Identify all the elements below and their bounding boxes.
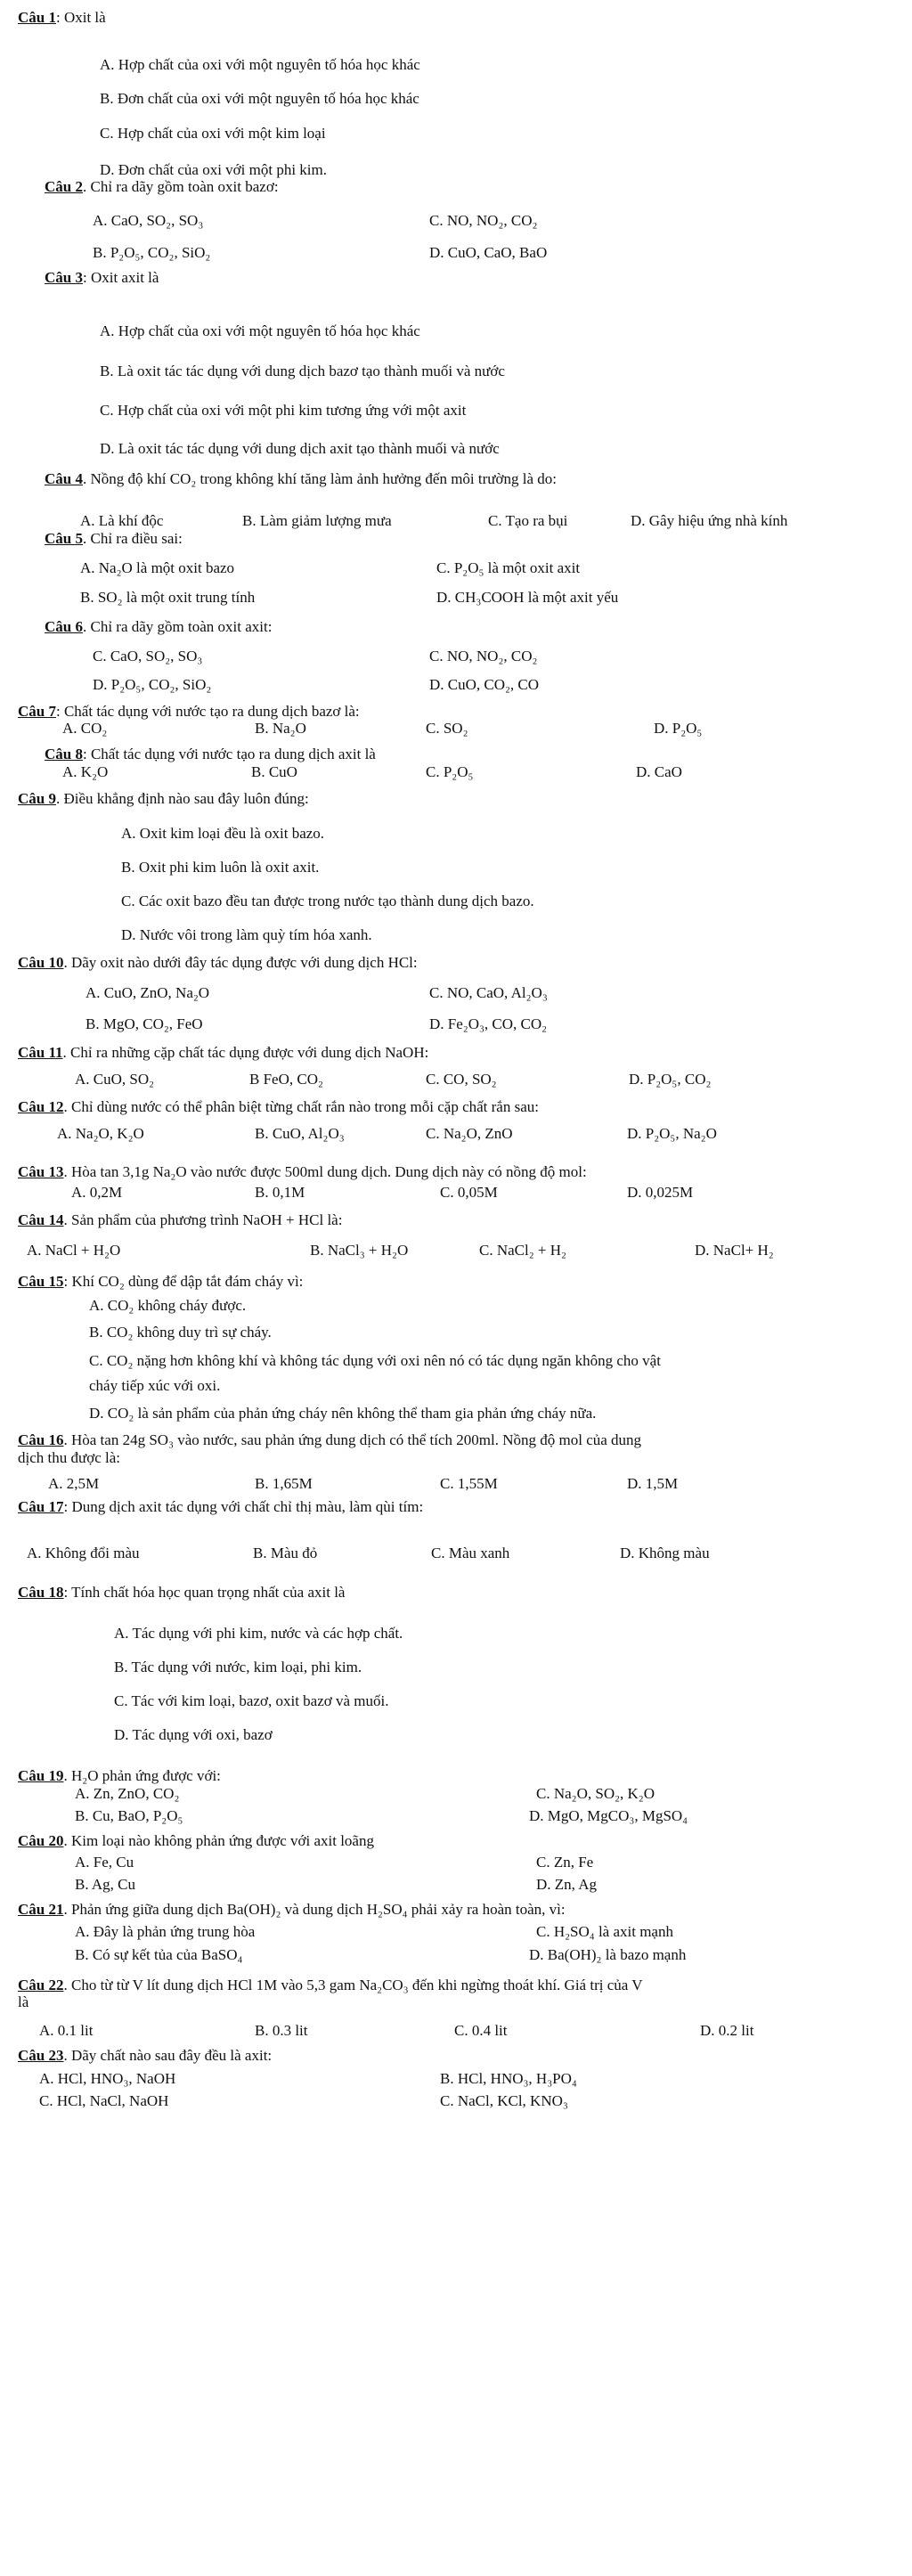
q13-option-d: D. 0,025M [627,1184,694,1201]
q20-option-a: A. Fe, Cu [75,1854,134,1871]
q22-option-a: A. 0.1 lit [39,2022,94,2039]
q5-option-b: B. SO₂ là một oxit trung tính [80,589,256,606]
q5-option-d: D. CH₃COOH là một axit yếu [436,589,619,606]
q7-option-d: D. P₂O₅ [654,720,703,737]
q13-option-b: B. 0,1M [255,1184,305,1201]
question-9: Câu 9. Điều khẳng định nào sau đây luôn đúng: [18,790,309,807]
q8-option-a: A. K₂O [62,763,109,780]
q3-option-b: B. Là oxit tác tác dụng với dung dịch bazơ tạo thành muối và nước [100,363,505,379]
q16-option-d: D. 1,5M [627,1475,679,1492]
q10-option-a: A. CuO, ZnO, Na₂O [86,984,210,1001]
q18-option-b: B. Tác dụng với nước, kim loại, phi kim. [114,1659,362,1675]
q17-option-b: B. Màu đỏ [253,1545,318,1561]
q3-option-a: A. Hợp chất của oxi với một nguyên tố hóa học khác [100,322,420,339]
q6-option-2: C. NO, NO₂, CO₂ [429,648,538,664]
question-5: Câu 5. Chỉ ra điều sai: [45,530,183,547]
q20-option-d: D. Zn, Ag [536,1876,597,1893]
q15-option-c: C. CO₂ nặng hơn không khí và không tác dụng với oxi nên nó có tác dụng ngăn không cho vật [89,1352,661,1369]
question-8: Câu 8: Chất tác dụng với nước tạo ra dung dịch axit là [45,746,376,762]
q4-option-a: A. Là khí độc [80,512,164,529]
q4-option-c: C. Tạo ra bụi [488,512,568,529]
question-6: Câu 6. Chỉ ra dãy gồm toàn oxit axit: [45,618,273,635]
q16-option-a: A. 2,5M [48,1475,100,1492]
q9-option-d: D. Nước vôi trong làm quỳ tím hóa xanh. [121,926,372,943]
question-18: Câu 18: Tính chất hóa học quan trọng nhất của axit là [18,1584,346,1601]
question-15: Câu 15: Khí CO₂ dùng để dập tắt đám cháy vì: [18,1273,304,1290]
question-16-cont: dịch thu được là: [18,1449,120,1466]
question-7: Câu 7: Chất tác dụng với nước tạo ra dung dịch bazơ là: [18,703,360,720]
q18-option-a: A. Tác dụng với phi kim, nước và các hợp chất. [114,1625,403,1642]
q11-option-a: A. CuO, SO₂ [75,1071,155,1088]
question-16: Câu 16. Hòa tan 24g SO₃ vào nước, sau phản ứng dung dịch có thể tích 200ml. Nồng độ mol của dung [18,1431,642,1448]
q22-option-b: B. 0.3 lit [255,2022,308,2039]
q16-option-c: C. 1,55M [440,1475,498,1492]
q11-option-c: C. CO, SO₂ [426,1071,497,1088]
q12-option-c: C. Na₂O, ZnO [426,1125,513,1142]
q20-option-b: B. Ag, Cu [75,1876,136,1893]
q16-option-b: B. 1,65M [255,1475,313,1492]
q13-option-c: C. 0,05M [440,1184,498,1201]
q11-option-d: D. P₂O₅, CO₂ [629,1071,712,1088]
question-11: Câu 11. Chỉ ra những cặp chất tác dụng được với dung dịch NaOH: [18,1044,429,1061]
q17-option-a: A. Không đổi màu [27,1545,140,1561]
q17-option-d: D. Không màu [620,1545,710,1561]
question-17: Câu 17: Dung dịch axit tác dụng với chất chỉ thị màu, làm qùi tím: [18,1498,424,1515]
q15-option-c-cont: cháy tiếp xúc với oxi. [89,1377,221,1394]
q23-option-b: B. HCl, HNO₃, H₃PO₄ [440,2070,577,2087]
q1-option-d: D. Đơn chất của oxi với một phi kim. [100,161,327,178]
q8-option-c: C. P₂O₅ [426,763,474,780]
q19-option-a: A. Zn, ZnO, CO₂ [75,1785,180,1802]
q2-option-b: B. P₂O₅, CO₂, SiO₂ [93,244,211,261]
q12-option-b: B. CuO, Al₂O₃ [255,1125,345,1142]
q1-option-c: C. Hợp chất của oxi với một kim loại [100,125,326,142]
q11-option-b: B FeO, CO₂ [249,1071,323,1088]
q22-option-d: D. 0.2 lit [700,2022,754,2039]
q3-option-c: C. Hợp chất của oxi với một phi kim tương ứng với một axit [100,402,467,419]
q7-option-c: C. SO₂ [426,720,468,737]
q12-option-d: D. P₂O₅, Na₂O [627,1125,717,1142]
q1-option-a: A. Hợp chất của oxi với một nguyên tố hóa học khác [100,56,420,73]
q6-option-1: C. CaO, SO₂, SO₃ [93,648,203,664]
q5-option-c: C. P₂O₅ là một oxit axit [436,559,581,576]
q22-option-c: C. 0.4 lit [454,2022,508,2039]
question-10: Câu 10. Dãy oxit nào dưới đây tác dụng được với dung dịch HCl: [18,954,418,971]
q3-option-d: D. Là oxit tác tác dụng với dung dịch axit tạo thành muối và nước [100,440,500,457]
question-4: Câu 4. Nồng độ khí CO₂ trong không khí tăng làm ảnh hưởng đến môi trường là do: [45,470,557,487]
q21-option-c: C. H₂SO₄ là axit mạnh [536,1923,673,1940]
q10-option-d: D. Fe₂O₃, CO, CO₂ [429,1015,548,1032]
question-2: Câu 2. Chỉ ra dãy gồm toàn oxit bazơ: [45,178,279,195]
q7-option-b: B. Na₂O [255,720,306,737]
q4-option-b: B. Làm giảm lượng mưa [242,512,392,529]
question-22-cont: là [18,1993,29,2010]
q9-option-b: B. Oxit phi kim luôn là oxit axit. [121,859,320,876]
q15-option-d: D. CO₂ là sản phẩm của phản ứng cháy nên không thể tham gia phản ứng cháy nữa. [89,1405,597,1422]
q6-option-4: D. CuO, CO₂, CO [429,676,540,693]
q10-option-c: C. NO, CaO, Al₂O₃ [429,984,548,1001]
q12-option-a: A. Na₂O, K₂O [57,1125,144,1142]
q1-option-b: B. Đơn chất của oxi với một nguyên tố hóa học khác [100,90,419,107]
question-1: Câu 1: Oxit là [18,9,106,26]
q14-option-a: A. NaCl + H₂O [27,1242,121,1259]
q8-option-b: B. CuO [251,763,297,780]
q19-option-c: C. Na₂O, SO₂, K₂O [536,1785,656,1802]
question-20: Câu 20. Kim loại nào không phản ứng được với axit loãng [18,1832,374,1849]
question-22: Câu 22. Cho từ từ V lít dung dịch HCl 1M vào 5,3 gam Na₂CO₃ đến khi ngừng thoát khí. Giá trị của V [18,1977,643,1993]
q6-option-3: D. P₂O₅, CO₂, SiO₂ [93,676,212,693]
q20-option-c: C. Zn, Fe [536,1854,594,1871]
q21-option-a: A. Đây là phản ứng trung hòa [75,1923,256,1940]
q23-option-d: C. NaCl, KCl, KNO₃ [440,2092,568,2109]
q14-option-d: D. NaCl+ H₂ [695,1242,774,1259]
q2-option-c: C. NO, NO₂, CO₂ [429,212,538,229]
q19-option-b: B. Cu, BaO, P₂O₅ [75,1807,183,1824]
question-13: Câu 13. Hòa tan 3,1g Na₂O vào nước được 500ml dung dịch. Dung dịch này có nồng độ mol: [18,1163,587,1180]
q18-option-c: C. Tác với kim loại, bazơ, oxit bazơ và muối. [114,1692,389,1709]
q5-option-a: A. Na₂O là một oxit bazo [80,559,235,576]
q15-option-a: A. CO₂ không cháy được. [89,1297,247,1314]
q9-option-c: C. Các oxit bazo đều tan được trong nước tạo thành dung dịch bazo. [121,893,534,909]
q15-option-b: B. CO₂ không duy trì sự cháy. [89,1324,272,1341]
question-21: Câu 21. Phản ứng giữa dung dịch Ba(OH)₂ và dung dịch H₂SO₄ phải xảy ra hoàn toàn, vì: [18,1901,566,1918]
q2-option-d: D. CuO, CaO, BaO [429,244,548,261]
q14-option-b: B. NaCl₃ + H₂O [310,1242,409,1259]
q14-option-c: C. NaCl₂ + H₂ [479,1242,566,1259]
q21-option-b: B. Có sự kết tủa của BaSO₄ [75,1946,243,1963]
q9-option-a: A. Oxit kim loại đều là oxit bazo. [121,825,325,842]
question-19: Câu 19. H₂O phản ứng được với: [18,1767,221,1784]
question-3: Câu 3: Oxit axit là [45,269,159,286]
q8-option-d: D. CaO [636,763,682,780]
q21-option-d: D. Ba(OH)₂ là bazo mạnh [529,1946,687,1963]
q23-option-c: C. HCl, NaCl, NaOH [39,2092,169,2109]
q19-option-d: D. MgO, MgCO₃, MgSO₄ [529,1807,688,1824]
question-14: Câu 14. Sản phẩm của phương trình NaOH + HCl là: [18,1211,343,1228]
question-23: Câu 23. Dãy chất nào sau đây đều là axit: [18,2047,273,2064]
q17-option-c: C. Màu xanh [431,1545,510,1561]
q13-option-a: A. 0,2M [71,1184,123,1201]
question-12: Câu 12. Chỉ dùng nước có thể phân biệt từng chất rắn nào trong mỗi cặp chất rắn sau: [18,1098,539,1115]
q4-option-d: D. Gây hiệu ứng nhà kính [631,512,788,529]
q18-option-d: D. Tác dụng với oxi, bazơ [114,1726,273,1743]
q23-option-a: A. HCl, HNO₃, NaOH [39,2070,176,2087]
q2-option-a: A. CaO, SO₂, SO₃ [93,212,204,229]
q10-option-b: B. MgO, CO₂, FeO [86,1015,203,1032]
q7-option-a: A. CO₂ [62,720,108,737]
